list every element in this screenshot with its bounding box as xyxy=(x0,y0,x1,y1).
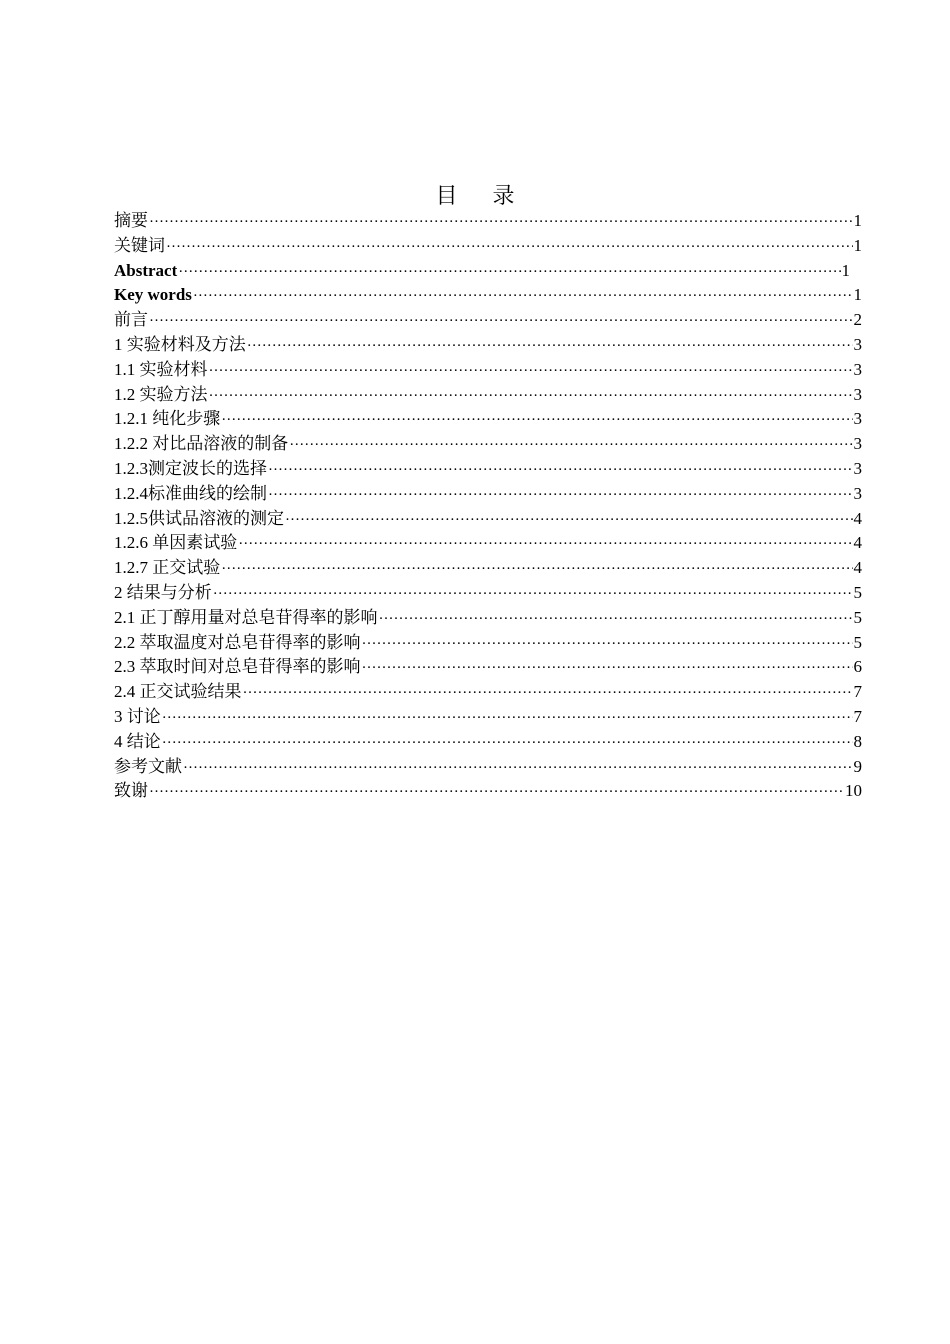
toc-entry-label: 1.2 实验方法 xyxy=(114,384,208,404)
toc-entry[interactable] xyxy=(114,705,862,730)
toc-entry-page-number: 6 xyxy=(853,657,862,677)
toc-entry-label: 2 结果与分析 xyxy=(114,582,212,602)
toc-entry-label: 1.2.3测定波长的选择 xyxy=(114,458,267,478)
toc-leader-dots xyxy=(221,408,852,432)
toc-entry[interactable] xyxy=(114,358,862,383)
toc-list xyxy=(114,209,862,804)
toc-title: 目 录 xyxy=(435,184,529,209)
toc-entry[interactable] xyxy=(114,531,862,556)
toc-leader-dots xyxy=(268,483,853,507)
toc-leader-dots xyxy=(268,458,853,482)
toc-entry[interactable] xyxy=(114,457,862,482)
toc-leader-dots xyxy=(149,780,844,804)
toc-entry[interactable] xyxy=(114,209,862,234)
toc-entry-label: 1.1 实验材料 xyxy=(114,359,208,379)
toc-leader-dots xyxy=(247,334,853,358)
toc-entry[interactable] xyxy=(114,308,862,333)
toc-entry[interactable] xyxy=(114,259,850,284)
toc-entry-page-number: 4 xyxy=(853,508,862,528)
toc-leader-dots xyxy=(162,731,853,755)
toc-entry-page-number: 3 xyxy=(853,409,862,429)
toc-leader-dots xyxy=(362,656,853,680)
toc-entry-page-number: 10 xyxy=(845,781,862,801)
toc-entry-page-number: 5 xyxy=(853,582,862,602)
toc-entry-page-number: 4 xyxy=(853,558,862,578)
toc-leader-dots xyxy=(183,756,853,780)
toc-entry[interactable] xyxy=(114,755,862,780)
toc-entry-label: 致谢 xyxy=(114,781,148,801)
toc-entry-page-number: 9 xyxy=(853,756,862,776)
toc-entry-page-number: 1 xyxy=(841,260,850,280)
toc-entry-label: 2.3 萃取时间对总皂苷得率的影响 xyxy=(114,657,361,677)
toc-entry-label: 2.1 正丁醇用量对总皂苷得率的影响 xyxy=(114,607,378,627)
toc-leader-dots xyxy=(362,632,853,656)
toc-entry[interactable] xyxy=(114,383,862,408)
toc-leader-dots xyxy=(149,309,853,333)
toc-entry[interactable] xyxy=(114,333,862,358)
toc-entry[interactable] xyxy=(114,680,862,705)
toc-entry[interactable] xyxy=(114,234,862,259)
toc-entry-page-number: 2 xyxy=(853,310,862,330)
toc-entry-label: 1.2.7 正交试验 xyxy=(114,558,221,578)
toc-leader-dots xyxy=(166,235,853,259)
toc-entry-label: 1.2.1 纯化步骤 xyxy=(114,409,221,429)
toc-entry-page-number: 8 xyxy=(853,731,862,751)
toc-leader-dots xyxy=(289,433,852,457)
toc-leader-dots xyxy=(149,210,853,234)
toc-entry-label: 关键词 xyxy=(114,235,165,255)
toc-entry[interactable] xyxy=(114,283,862,308)
toc-entry-page-number: 3 xyxy=(853,384,862,404)
toc-entry-page-number: 3 xyxy=(853,334,862,354)
toc-entry[interactable] xyxy=(114,655,862,680)
toc-leader-dots xyxy=(162,706,853,730)
toc-entry[interactable] xyxy=(114,730,862,755)
toc-leader-dots xyxy=(379,607,853,631)
toc-entry-page-number: 1 xyxy=(853,211,862,230)
toc-entry-page-number: 1 xyxy=(853,235,862,255)
toc-entry-page-number: 1 xyxy=(853,285,862,305)
toc-entry-page-number: 3 xyxy=(853,434,862,454)
toc-leader-dots xyxy=(221,557,852,581)
toc-entry-page-number: 7 xyxy=(853,706,862,726)
toc-leader-dots xyxy=(243,681,853,705)
toc-entry-page-number: 7 xyxy=(853,682,862,702)
toc-leader-dots xyxy=(193,284,853,308)
toc-entry-label: 1.2.6 单因素试验 xyxy=(114,533,238,553)
toc-entry[interactable] xyxy=(114,507,862,532)
toc-entry-label: 1.2.2 对比品溶液的制备 xyxy=(114,434,289,454)
toc-entry[interactable] xyxy=(114,779,862,804)
toc-leader-dots xyxy=(213,582,853,606)
toc-entry-label: 2.2 萃取温度对总皂苷得率的影响 xyxy=(114,632,361,652)
toc-entry[interactable] xyxy=(114,606,862,631)
toc-leader-dots xyxy=(238,532,852,556)
toc-entry[interactable] xyxy=(114,482,862,507)
toc-entry[interactable] xyxy=(114,581,862,606)
toc-leader-dots xyxy=(178,260,840,284)
toc-entry-page-number: 5 xyxy=(853,632,862,652)
toc-entry[interactable] xyxy=(114,407,862,432)
toc-entry-page-number: 3 xyxy=(853,359,862,379)
toc-entry-page-number: 4 xyxy=(853,533,862,553)
toc-entry-label: 摘要 xyxy=(114,211,148,230)
toc-leader-dots xyxy=(209,384,853,408)
toc-entry-label: Key words xyxy=(114,285,192,305)
toc-entry-label: 1.2.4标准曲线的绘制 xyxy=(114,483,267,503)
toc-leader-dots xyxy=(285,508,853,532)
toc-leader-dots xyxy=(209,359,853,383)
toc-entry-page-number: 3 xyxy=(853,458,862,478)
toc-entry[interactable] xyxy=(114,432,862,457)
toc-entry-page-number: 3 xyxy=(853,483,862,503)
toc-entry-label: Abstract xyxy=(114,260,178,280)
toc-entry-label: 参考文献 xyxy=(114,756,182,776)
toc-entry-label: 1.2.5供试品溶液的测定 xyxy=(114,508,284,528)
toc-entry-page-number: 5 xyxy=(853,607,862,627)
toc-entry-label: 2.4 正交试验结果 xyxy=(114,682,242,702)
toc-entry-label: 4 结论 xyxy=(114,731,161,751)
toc-entry-label: 3 讨论 xyxy=(114,706,161,726)
toc-entry-label: 1 实验材料及方法 xyxy=(114,334,246,354)
toc-entry[interactable] xyxy=(114,631,862,656)
toc-entry[interactable] xyxy=(114,556,862,581)
toc-entry-label: 前言 xyxy=(114,310,148,330)
